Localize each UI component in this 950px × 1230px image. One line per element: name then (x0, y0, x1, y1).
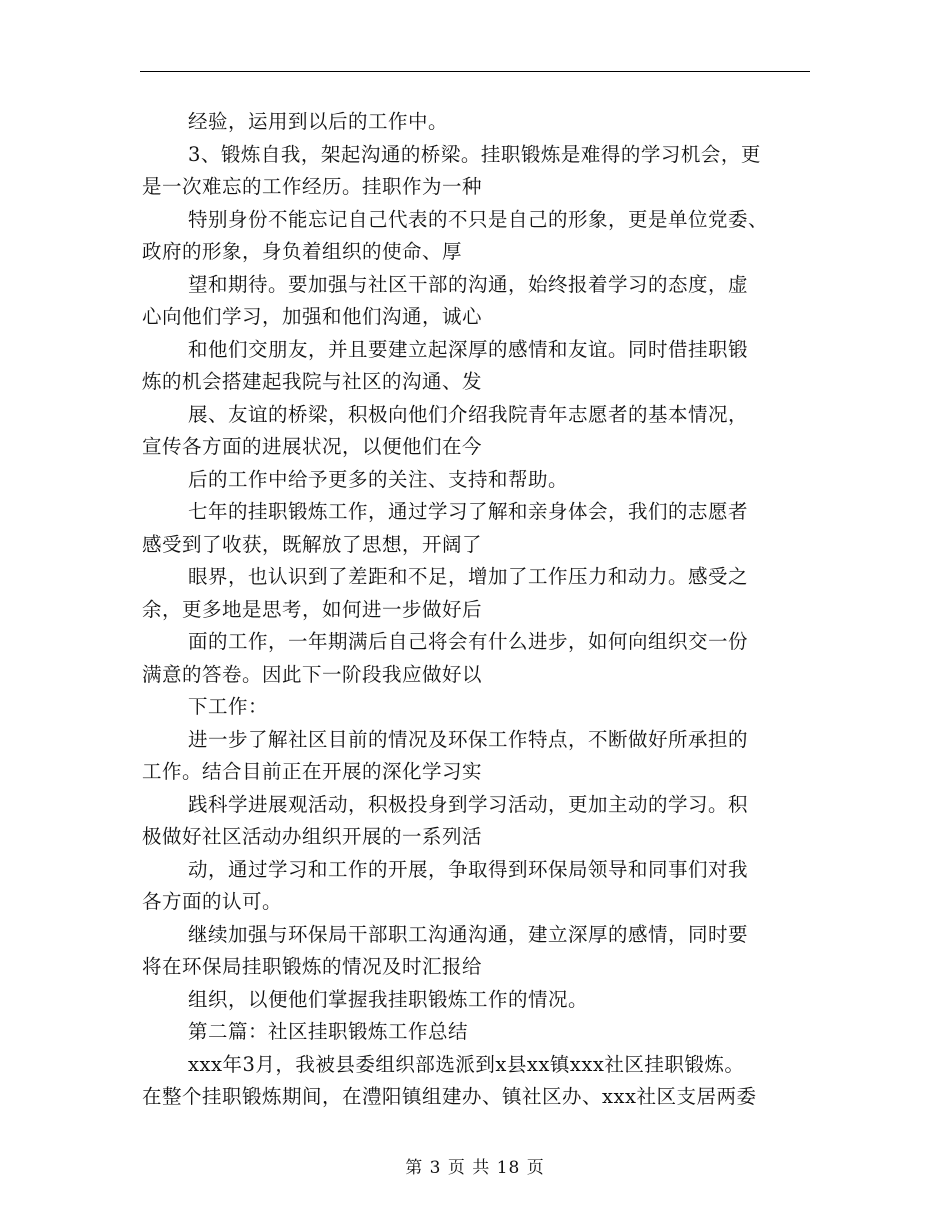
text-line: 七年的挂职锻炼工作，通过学习了解和亲身体会，我们的志愿者 (188, 500, 749, 523)
text-line: 下工作： (188, 695, 269, 718)
text-line: 和他们交朋友，并且要建立起深厚的感情和友谊。同时借挂职锻 (188, 337, 749, 361)
text-line: 余，更多地是思考，如何进一步做好后 (142, 597, 483, 621)
text-line: 极做好社区活动办组织开展的一系列活 (142, 825, 483, 848)
text-line: 组织，以便他们掌握我挂职锻炼工作的情况。 (188, 987, 589, 1011)
text-line: 炼的机会搭建起我院与社区的沟通、发 (142, 370, 483, 393)
text-line: 是一次难忘的工作经历。挂职作为一种 (142, 175, 483, 198)
text-line: 特别身份不能忘记自己代表的不只是自己的形象，更是单位党委、 (188, 207, 769, 231)
text-line: 进一步了解社区目前的情况及环保工作特点，不断做好所承担的 (188, 727, 749, 751)
text-line: xxx年3月，我被县委组织部选派到x县xx镇xxx社区挂职锻炼。 (188, 1052, 745, 1076)
document-body (142, 106, 812, 1114)
text-line: 面的工作，一年期满后自己将会有什么进步，如何向组织交一份 (188, 630, 749, 653)
text-line: 宣传各方面的进展状况，以便他们在今 (142, 435, 483, 458)
text-line: 践科学进展观活动，积极投身到学习活动，更加主动的学习。积 (188, 792, 749, 816)
text-line: 第二篇：社区挂职锻炼工作总结 (188, 1020, 469, 1043)
text-line: 心向他们学习，加强和他们沟通，诚心 (142, 305, 483, 328)
text-line: 政府的形象，身负着组织的使命、厚 (142, 240, 463, 263)
text-line: 继续加强与环保局干部职工沟通沟通，建立深厚的感情，同时要 (188, 922, 749, 946)
text-line: 在整个挂职锻炼期间，在澧阳镇组建办、镇社区办、xxx社区支居两委 (142, 1085, 757, 1108)
text-line: 动，通过学习和工作的开展，争取得到环保局领导和同事们对我 (188, 857, 749, 881)
page-number-label: 第 3 页 共 18 页 (405, 1158, 545, 1178)
text-line: 后的工作中给予更多的关注、支持和帮助。 (188, 467, 569, 491)
text-line: 工作。结合目前正在开展的深化学习实 (142, 760, 483, 783)
text-line: 展、友谊的桥梁，积极向他们介绍我院青年志愿者的基本情况， (188, 402, 749, 426)
text-line: 满意的答卷。因此下一阶段我应做好以 (142, 662, 483, 686)
text-line: 感受到了收获，既解放了思想，开阔了 (142, 532, 483, 556)
text-line: 将在环保局挂职锻炼的情况及时汇报给 (142, 955, 483, 978)
text-line: 各方面的认可。 (142, 890, 283, 913)
text-line: 3、锻炼自我，架起沟通的桥梁。挂职锻炼是难得的学习机会，更 (188, 142, 761, 166)
text-line: 望和期待。要加强与社区干部的沟通，始终报着学习的态度，虚 (188, 272, 749, 296)
text-line: 眼界，也认识到了差距和不足，增加了工作压力和动力。感受之 (188, 565, 749, 588)
header-rule (140, 71, 810, 72)
text-line: 经验，运用到以后的工作中。 (188, 110, 449, 133)
page-footer (0, 1153, 950, 1178)
